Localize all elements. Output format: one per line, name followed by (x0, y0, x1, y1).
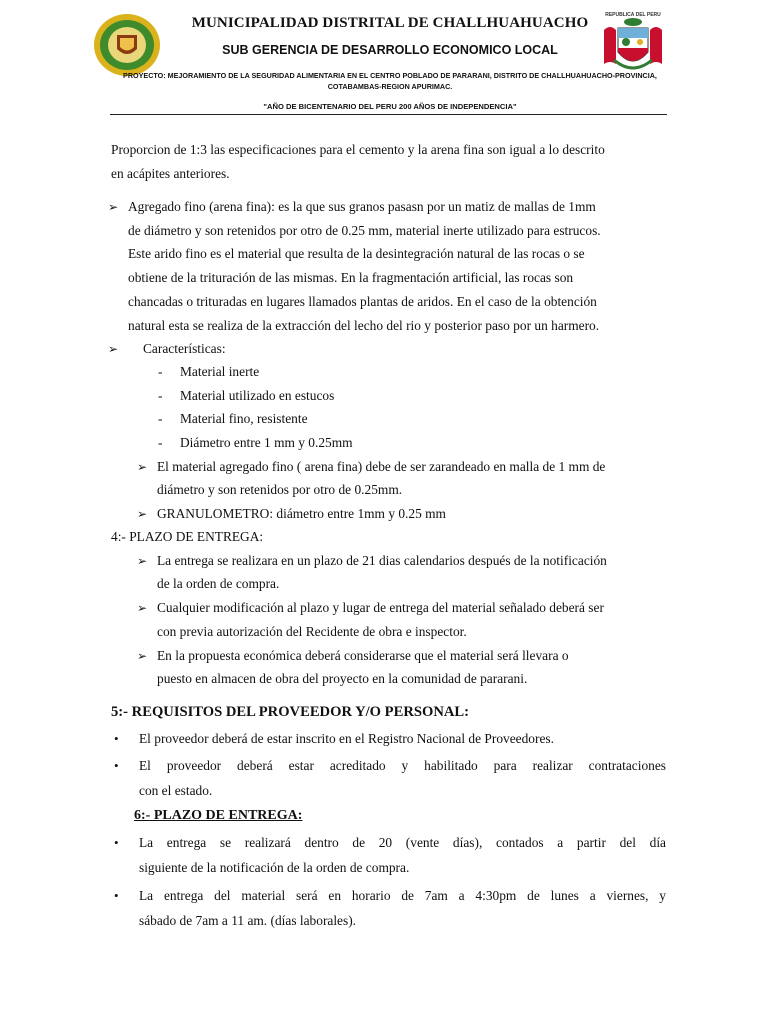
caracteristica-item: Material utilizado en estucos (180, 388, 335, 403)
plazo4-item: En la propuesta económica deberá considerarse que el material será llevara o (157, 648, 569, 663)
agregado-line: natural esta se realiza de la extracción del lecho del rio y posterior paso por un harmero. (128, 318, 600, 333)
bullet-icon: • (114, 835, 119, 850)
plazo6-item-2-line-1: La entrega del material será en horario de 7am a 4:30pm de lunes a viernes, y (139, 888, 666, 903)
arrow-bullet-icon: ➢ (137, 601, 148, 615)
caracteristica-item: Material inerte (180, 364, 260, 379)
arrow-bullet-icon: ➢ (108, 342, 119, 356)
bullet-icon: • (114, 888, 119, 903)
project-line-1: PROYECTO: MEJORAMIENTO DE LA SEGURIDAD ALIMENTARIA EN EL CENTRO POBLADO DE PARARANI, DISTRITO DE CHALLHUAHUACHO-PROVINCIA, (123, 71, 657, 80)
plazo4-item: con previa autorización del Recidente de obra e inspector. (157, 624, 467, 639)
plazo6-item-1-line-1: La entrega se realizará dentro de 20 (vente días), contados a partir del día (139, 835, 666, 850)
arrow-bullet-icon: ➢ (137, 649, 148, 663)
intro-line-2: en acápites anteriores. (111, 166, 230, 181)
zarandeado-line-1: El material agregado fino ( arena fina) debe de ser zarandeado en malla de 1 mm de (157, 459, 606, 474)
bullet-icon: • (114, 731, 119, 746)
plazo4-item: puesto en almacen de obra del proyecto en la comunidad de pararani. (157, 671, 528, 686)
section-heading-requisitos-5: 5:- REQUISITOS DEL PROVEEDOR Y/O PERSONAL: (111, 704, 470, 720)
agregado-line: Este arido fino es el material que resulta de la desintegración natural de las rocas o se (128, 246, 585, 261)
intro-line-1: Proporcion de 1:3 las especificaciones para el cemento y la arena fina son igual a lo descrito (111, 142, 605, 157)
arrow-bullet-icon: ➢ (137, 507, 148, 521)
arrow-bullet-icon: ➢ (137, 554, 148, 568)
page-subtitle: SUB GERENCIA DE DESARROLLO ECONOMICO LOCAL (222, 43, 558, 57)
plazo4-item: Cualquier modificación al plazo y lugar de entrega del material señalado deberá ser (157, 600, 604, 615)
agregado-line: chancadas o trituradas en lugares llamados plantas de aridos. En el caso de la obtención (128, 294, 597, 309)
caracteristicas-label: Características: (143, 341, 226, 356)
requisito-item-2-line-2: con el estado. (139, 783, 213, 798)
section-heading-plazo-6: 6:- PLAZO DE ENTREGA: (134, 808, 303, 823)
plazo4-item: La entrega se realizara en un plazo de 21 dias calendarios después de la notificación (157, 553, 607, 568)
dash-bullet: - (158, 411, 163, 426)
granulometro-line: GRANULOMETRO: diámetro entre 1mm y 0.25 mm (157, 506, 446, 521)
zarandeado-line-2: diámetro y son retenidos por otro de 0.25mm. (157, 482, 403, 497)
arrow-bullet-icon: ➢ (108, 200, 119, 214)
agregado-line: Agregado fino (arena fina): es la que sus granos pasasn por un matiz de mallas de 1mm (128, 199, 596, 214)
plazo6-item-2-line-2: sábado de 7am a 11 am. (días laborales). (139, 913, 357, 928)
dash-bullet: - (158, 435, 163, 450)
section-heading-plazo-4: 4:- PLAZO DE ENTREGA: (111, 529, 264, 544)
agregado-line: obtiene de la trituración de las mismas. En la fragmentación artificial, las rocas son (128, 270, 574, 285)
dash-bullet: - (158, 388, 163, 403)
page-title: MUNICIPALIDAD DISTRITAL DE CHALLHUAHUACHO (191, 15, 589, 31)
dash-bullet: - (158, 364, 163, 379)
agregado-line: de diámetro y son retenidos por otro de 0.25 mm, material inerte utilizado para estrucos. (128, 223, 601, 238)
caracteristica-item: Diámetro entre 1 mm y 0.25mm (180, 435, 353, 450)
plazo4-item: de la orden de compra. (157, 576, 280, 591)
header-divider (110, 114, 667, 115)
shield-caption: REPUBLICA DEL PERU (605, 12, 661, 18)
requisito-item-1: El proveedor deberá de estar inscrito en el Registro Nacional de Proveedores. (139, 731, 554, 746)
requisito-item-2-line-1: El proveedor deberá estar acreditado y habilitado para realizar contrataciones (139, 758, 666, 773)
project-line-2: COTABAMBAS-REGION APURIMAC. (327, 82, 453, 91)
arrow-bullet-icon: ➢ (137, 460, 148, 474)
caracteristica-item: Material fino, resistente (180, 411, 308, 426)
bullet-icon: • (114, 758, 119, 773)
year-motto: "AÑO DE BICENTENARIO DEL PERU 200 AÑOS DE INDEPENDENCIA" (263, 102, 517, 111)
plazo6-item-1-line-2: siguiente de la notificación de la orden de compra. (139, 860, 410, 875)
